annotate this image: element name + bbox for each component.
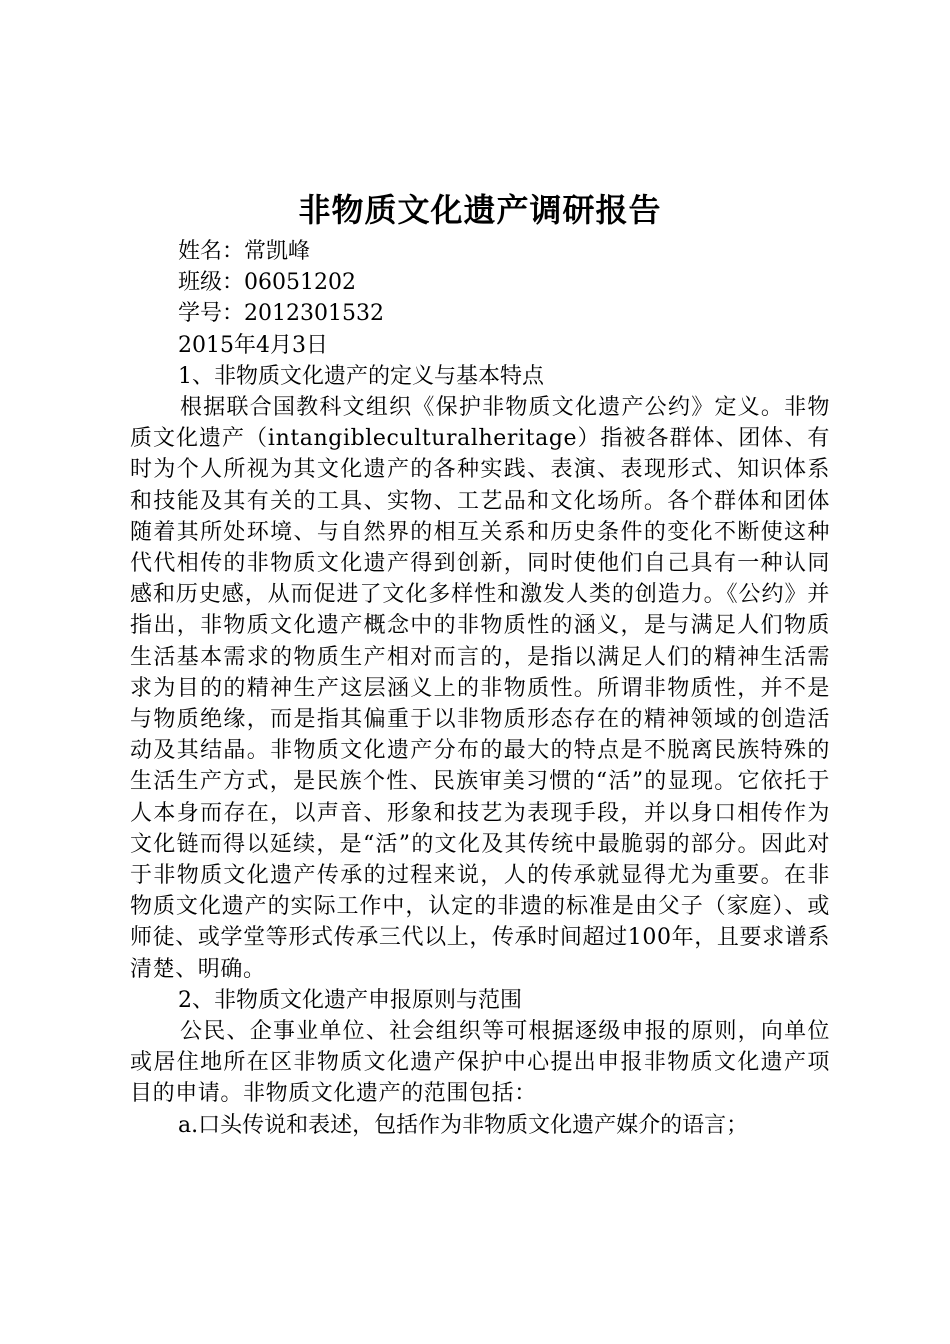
section-1-heading: 1、非物质文化遗产的定义与基本特点 xyxy=(178,363,544,389)
class-number: 班级：06051202 xyxy=(178,270,356,296)
section-2-heading: 2、非物质文化遗产申报原则与范围 xyxy=(178,987,522,1013)
section-2-paragraph: 公民、企事业单位、社会组织等可根据逐级申报的原则，向单位或居住地所在区非物质文化遗产保护中心提出申报非物质文化遗产项目的申请。非物质文化遗产的范围包括： xyxy=(130,1019,830,1107)
report-date: 2015年4月3日 xyxy=(178,332,328,358)
student-id: 学号：2012301532 xyxy=(178,301,384,327)
section-2-item-a: a.口头传说和表述，包括作为非物质文化遗产媒介的语言； xyxy=(178,1112,749,1138)
section-1-paragraph: 根据联合国教科文组织《保护非物质文化遗产公约》定义。非物质文化遗产（intangibleculturalheritage）指被各群体、团体、有时为个人所视为其文化遗产的各种实践、表演、表现形式、知识体系和技能及其有关的工具、实物、工艺品和文化场所。各个群体和团体随着其所处环境、与自然界的相互关系和历史条件的变化不断使这种代代相传的非物质文化遗产得到创新，同时使他们自己具有一种认同感和历史感，从而促进了文化多样性和激发人类的创造力。《公约》并指出，非物质文化遗产概念中的非物质性的涵义，是与满足人们物质生活基本需求的物质生产相对而言的，是指以满足人们的精神生活需求为目的的精神生产这层涵义上的非物质性。所谓非物质性，并不是与物质绝缘，而是指其偏重于以非物质形态存在的精神领域的创造活动及其结晶。非物质文化遗产分布的最大的特点是不脱离民族特殊的生活生产方式，是民族个性、民族审美习惯的“活”的显现。它依托于人本身而存在，以声音、形象和技艺为表现手段，并以身口相传作为文化链而得以延续，是“活”的文化及其传统中最脆弱的部分。因此对于非物质文化遗产传承的过程来说，人的传承就显得尤为重要。在非物质文化遗产的实际工作中，认定的非遗的标准是由父子（家庭）、或师徒、或学堂等形式传承三代以上，传承时间超过100年，且要求谱系清楚、明确。 xyxy=(130,395,830,982)
document-title: 非物质文化遗产调研报告 xyxy=(298,191,662,229)
author-name: 姓名：常凯峰 xyxy=(178,239,311,264)
document-page xyxy=(130,186,830,1141)
